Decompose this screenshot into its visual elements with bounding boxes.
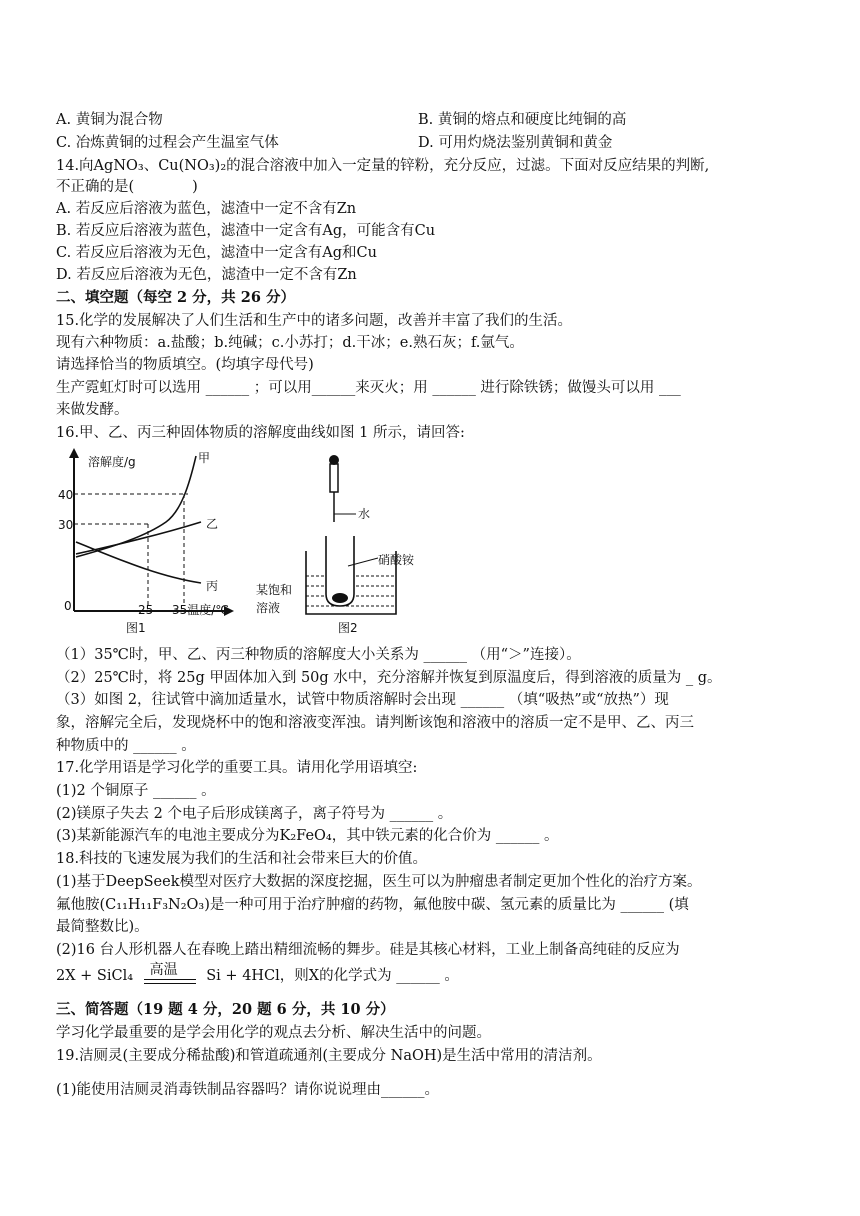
q14-stem-line1: 14.向AgNO₃、Cu(NO₃)₂的混合溶液中加入一定量的锌粉，充分反应，过滤。下面对反应结果的判断, xyxy=(56,158,710,174)
q16-part3-cont2: 种物质中的 ______ 。 xyxy=(56,738,196,754)
figure1-tick-25: 25 xyxy=(138,603,154,617)
q13-option-a: A. 黄铜为混合物 xyxy=(56,112,163,128)
figure2-beaker-label-2: 溶液 xyxy=(256,601,281,615)
curve-bing xyxy=(76,542,201,583)
section-2-title: 二、填空题（每空 2 分，共 26 分） xyxy=(56,289,295,306)
q14-stem-line2: 不正确的是( ) xyxy=(56,179,198,195)
q18-part1-line2: 氟他胺(C₁₁H₁₁F₃N₂O₃)是一种可用于治疗肿瘤的药物，氟他胺中碳、氢元素的质量比为 ______ (填 xyxy=(56,897,689,913)
equation-condition: 高温 xyxy=(149,962,178,978)
q14-option-a: A. 若反应后溶液为蓝色，滤渣中一定不含有Zn xyxy=(56,201,357,217)
q13-option-c: C. 冶炼黄铜的过程会产生温室气体 xyxy=(56,135,279,151)
q19-part1: (1)能使用洁厕灵消毒铁制品容器吗？请你说说理由______。 xyxy=(56,1082,440,1098)
figure1-origin: 0 xyxy=(64,599,72,613)
q13-option-b: B. 黄铜的熔点和硬度比纯铜的高 xyxy=(418,112,627,128)
q14-option-c: C. 若反应后溶液为无色，滤渣中一定含有Ag和Cu xyxy=(56,245,377,261)
section-3-title: 三、简答题（19 题 4 分，20 题 6 分，共 10 分） xyxy=(56,1001,395,1018)
figure1-tick-40: 40 xyxy=(58,488,74,502)
equation-left: 2X + SiCl₄ xyxy=(56,968,134,984)
figure2-water-label: 水 xyxy=(358,507,371,521)
equation-arrow xyxy=(144,962,196,986)
q13-option-d: D. 可用灼烧法鉴别黄铜和黄金 xyxy=(418,135,613,151)
q19-intro: 学习化学最重要的是学会用化学的观点去分析、解决生活中的问题。 xyxy=(56,1025,491,1041)
q18-equation xyxy=(56,962,459,986)
figure1-caption: 图1 xyxy=(126,621,146,635)
q19-stem: 19.洁厕灵(主要成分稀盐酸)和管道疏通剂(主要成分 NaOH)是生活中常用的清洁剂。 xyxy=(56,1048,602,1064)
q15-line5: 来做发酵。 xyxy=(56,402,129,418)
figure2-solute-label: 硝酸铵 xyxy=(378,553,415,567)
figure2-apparatus xyxy=(256,455,415,635)
q17-part2: (2)镁原子失去 2 个电子后形成镁离子，离子符号为 ______ 。 xyxy=(56,806,453,822)
equation-right: Si + 4HCl，则X的化学式为 ______ 。 xyxy=(206,968,459,984)
figure1-solubility-curves xyxy=(58,448,234,635)
q14-option-b: B. 若反应后溶液为蓝色，滤渣中一定含有Ag，可能含有Cu xyxy=(56,223,436,239)
figure2-beaker-label-1: 某饱和 xyxy=(256,583,293,597)
q16-part2: （2）25℃时，将 25g 甲固体加入到 50g 水中，充分溶解并恢复到原温度后，得到溶液的质量为 _ g。 xyxy=(56,670,722,686)
solubility-figures xyxy=(56,446,536,646)
q14-option-d: D. 若反应后溶液为无色，滤渣中一定不含有Zn xyxy=(56,267,357,283)
curve-jia-label: 甲 xyxy=(198,451,211,465)
q15-line4: 生产霓虹灯时可以选用 ______ ；可以用______来灭火；用 ______ 进行除铁锈；做馒头可以用 ___ xyxy=(56,380,681,396)
curve-yi-label: 乙 xyxy=(206,517,219,531)
curve-bing-label: 丙 xyxy=(206,579,219,593)
q16-part1: （1）35℃时，甲、乙、丙三种物质的溶解度大小关系为 ______ （用“＞”连接）。 xyxy=(56,647,581,663)
q15-line2: 现有六种物质：a.盐酸；b.纯碱；c.小苏打；d.干冰；e.熟石灰；f.氩气。 xyxy=(56,335,524,351)
q18-part1-line3: 最简整数比)。 xyxy=(56,919,149,935)
q18-part1-line1: (1)基于DeepSeek模型对医疗大数据的深度挖掘，医生可以为肿瘤患者制定更加个性化的治疗方案。 xyxy=(56,874,702,890)
figure1-xlabel: 35温度/℃ xyxy=(172,603,229,617)
q18-part2-line1: (2)16 台人形机器人在春晚上踏出精细流畅的舞步。硅是其核心材料，工业上制备高纯硅的反应为 xyxy=(56,942,680,958)
figure1-tick-30: 30 xyxy=(58,518,74,532)
q16-part3: （3）如图 2，往试管中滴加适量水，试管中物质溶解时会出现 ______ （填“吸热”或“放热”）现 xyxy=(56,692,669,708)
curve-jia xyxy=(76,456,196,557)
q16-part3-cont1: 象，溶解完全后，发现烧杯中的饱和溶液变浑浊。请判断该饱和溶液中的溶质一定不是甲、乙、丙三 xyxy=(56,715,694,731)
figure1-ylabel: 溶解度/g xyxy=(88,455,136,469)
q15-line3: 请选择恰当的物质填空。(均填字母代号) xyxy=(56,357,314,373)
q17-part1: (1)2 个铜原子 ______ 。 xyxy=(56,783,216,799)
q18-stem: 18.科技的飞速发展为我们的生活和社会带来巨大的价值。 xyxy=(56,851,428,867)
q16-stem: 16.甲、乙、丙三种固体物质的溶解度曲线如图 1 所示，请回答: xyxy=(56,425,465,441)
q17-stem: 17.化学用语是学习化学的重要工具。请用化学用语填空: xyxy=(56,760,418,776)
q15-line1: 15.化学的发展解决了人们生活和生产中的诸多问题，改善并丰富了我们的生活。 xyxy=(56,313,573,329)
figure2-caption: 图2 xyxy=(338,621,358,635)
q17-part3: (3)某新能源汽车的电池主要成分为K₂FeO₄，其中铁元素的化合价为 ______ 。 xyxy=(56,828,559,844)
